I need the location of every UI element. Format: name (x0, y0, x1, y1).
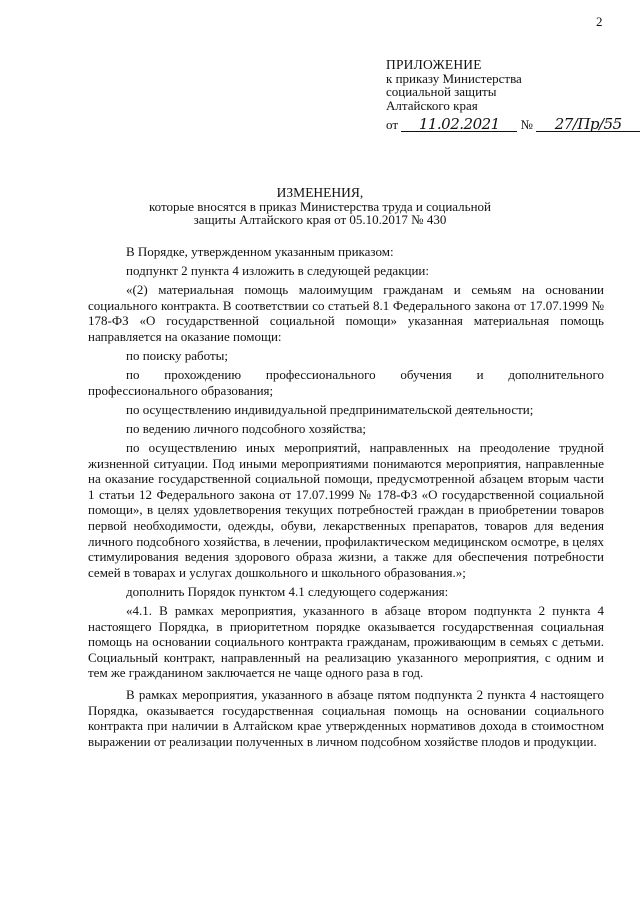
number-field (536, 115, 640, 133)
page-number: 2 (596, 14, 603, 29)
paragraph: по поиску работы; (126, 348, 229, 364)
document-body (88, 244, 604, 753)
appendix-line-1: к приказу Министерства (386, 70, 522, 86)
document-title (60, 186, 580, 227)
appendix-block (386, 58, 522, 112)
paragraph: по осуществлению индивидуальной предпринимательской деятельности; (126, 401, 534, 417)
handwritten-number: 27/Пр/55 (554, 115, 622, 133)
title-line-2: которые вносятся в приказ Министерства труда и социальной (148, 198, 491, 214)
paragraph: «(2) материальная помощь малоимущим гражданам и семьям на основании социального контракта. В соответствии со статьей 8.1 Федерального закона от 17.07.1999 № 178-ФЗ «О государственной социальной помощи» указанная материальная помощь направляется на оказание помощи: (88, 282, 604, 344)
title-line-3: защиты Алтайского края от 05.10.2017 № 430 (193, 212, 447, 227)
number-label: № (520, 117, 533, 132)
handwritten-date: 11.02.2021 (418, 115, 500, 133)
paragraph: по ведению личного подсобного хозяйства; (126, 420, 366, 436)
appendix-line-2: социальной защиты (386, 84, 497, 99)
title-heading: ИЗМЕНЕНИЯ, (276, 185, 364, 200)
appendix-heading: ПРИЛОЖЕНИЕ (386, 57, 482, 72)
paragraph: по прохождению профессионального обучения и дополнительного профессионального образования; (88, 367, 604, 398)
date-field (401, 115, 517, 133)
appendix-line-3: Алтайского края (386, 97, 478, 113)
paragraph: по осуществлению иных мероприятий, направленных на преодоление трудной жизненной ситуации. Под иными мероприятиями понимаются мероприятия, направленные на оказание государственной социальной помощи, предусмотренной абзацем вторым части 1 статьи 12 Федерального закона от 17.07.1999 № 178-ФЗ «О государственной социальной помощи», в целях удовлетворения текущих потребностей граждан в приобретении товаров первой необходимости, одежды, обуви, лекарственных препаратов, товаров для ведения личного подсобного хозяйства, в лечении, профилактическом медицинском осмотре, в целях стимулирования ведения здорового образа жизни, а также для обеспечения потребности семей в товарах и услугах дошкольного и школьного образования.»; (88, 440, 604, 580)
paragraph: В рамках мероприятия, указанного в абзаце пятом подпункта 2 пункта 4 настоящего Порядка, оказывается государственная социальная помощь на основании социального контракта при наличии в Алтайском крае утвержденных нормативов дохода в стоимостном выражении от реализации полученных в личном подсобном хозяйстве плодов и продукции. (88, 686, 604, 749)
paragraph: В Порядке, утвержденном указанным приказом: (126, 244, 394, 259)
order-reference (386, 115, 640, 133)
paragraph: «4.1. В рамках мероприятия, указанного в абзаце втором подпункта 2 пункта 4 настоящего Порядка, в приоритетном порядке оказывается государственная социальная помощь на основании социального контракта гражданам, проживающим в семьях с детьми. Социальный контракт, направленный на реализацию указанного мероприятия, с одним и тем же гражданином заключается не чаще одного раза в год. (88, 602, 604, 681)
paragraph: дополнить Порядок пунктом 4.1 следующего содержания: (126, 583, 449, 599)
paragraph: подпункт 2 пункта 4 изложить в следующей редакции: (126, 263, 429, 279)
from-label: от (386, 117, 399, 132)
